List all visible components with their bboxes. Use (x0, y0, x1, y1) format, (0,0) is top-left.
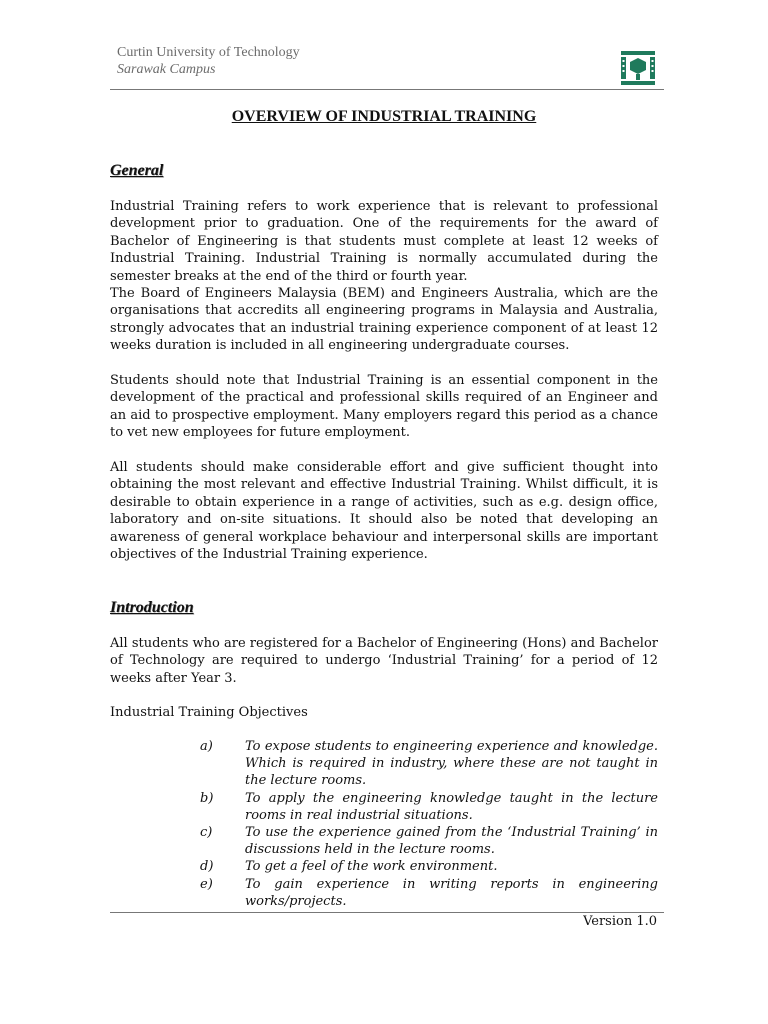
section-heading-general: General (110, 162, 164, 179)
general-paragraph-4: All students should make considerable effort and give sufficient thought into obtaining the most relevant and effective Industrial Training. Whilst difficult, it is desirable to obtain experience in a range of activities, such as e.g. design office, laboratory and on-site situations. It should also be noted that developing an awareness of general workplace behaviour and interpersonal skills are important objectives of the Industrial Training experience. (110, 460, 658, 563)
list-item (200, 876, 658, 910)
list-item (200, 824, 658, 858)
university-name: Curtin University of Technology (117, 45, 300, 60)
list-item-text: To get a feel of the work environment. (245, 859, 498, 875)
list-item-letter: e) (200, 876, 213, 892)
introduction-paragraph: All students who are registered for a Bachelor of Engineering (Hons) and Bachelor of Technology are required to undergo ‘Industrial Training’ for a period of 12 weeks after Year 3. (110, 636, 658, 686)
general-paragraph-2: The Board of Engineers Malaysia (BEM) and Engineers Australia, which are the organisations that accredits all engineering programs in Malaysia and Australia, strongly advocates that an industrial training experience component of at least 12 weeks duration is included in all engineering undergraduate courses. (110, 286, 658, 354)
list-item-text: To use the experience gained from the ‘Industrial Training’ in discussions held in the lecture rooms. (245, 825, 658, 858)
campus-name: Sarawak Campus (117, 62, 216, 77)
list-item-letter: b) (200, 790, 214, 806)
objectives-label: Industrial Training Objectives (110, 705, 308, 720)
list-item-text: To apply the engineering knowledge taught in the lecture rooms in real industrial situations. (245, 790, 658, 823)
list-item-text: To gain experience in writing reports in engineering works/projects. (245, 876, 658, 909)
general-paragraph-1: Industrial Training refers to work experience that is relevant to professional development prior to graduation. One of the requirements for the award of Bachelor of Engineering is that students must complete at least 12 weeks of Industrial Training. Industrial Training is normally accumulated during the semester breaks at the end of the third or fourth year. (110, 199, 658, 284)
curtin-logo-icon (618, 48, 658, 88)
page-title: OVERVIEW OF INDUSTRIAL TRAINING (231, 108, 537, 125)
footer-divider (110, 912, 664, 913)
objectives-list (200, 738, 658, 910)
list-item-letter: c) (200, 825, 213, 841)
list-item (200, 858, 658, 875)
header-divider (110, 89, 664, 90)
list-item (200, 790, 658, 824)
list-item-text: To expose students to engineering experience and knowledge. Which is required in industry, where these are not taught in the lecture rooms. (245, 739, 658, 789)
list-item-letter: a) (200, 739, 213, 754)
section-heading-introduction: Introduction (110, 599, 194, 616)
list-item (200, 738, 658, 790)
general-paragraph-3: Students should note that Industrial Training is an essential component in the development of the practical and professional skills required of an Engineer and an aid to prospective employment. Many employers regard this period as a chance to vet new employees for future employment. (110, 373, 658, 441)
list-item-letter: d) (200, 859, 214, 875)
page-header (117, 45, 658, 78)
version-label: Version 1.0 (583, 914, 657, 929)
